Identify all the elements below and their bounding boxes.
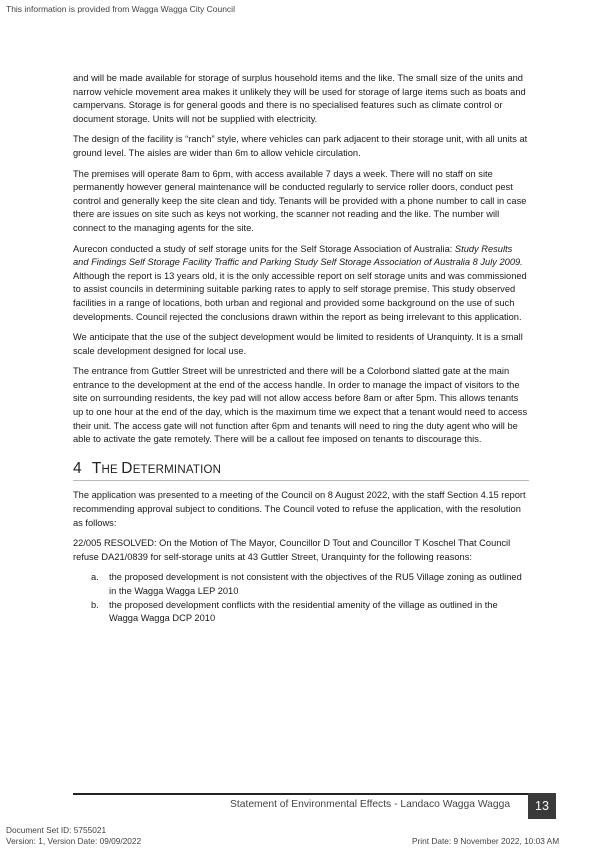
section-number: 4	[73, 459, 82, 477]
heading-cap-d: D	[121, 459, 133, 477]
aurecon-study-title: Study Results and Findings Self Storage Facility Traffic and Parking Study Self Storage Association of Australia 8 July 2009.	[73, 243, 523, 268]
list-item-text: the proposed development conflicts with the residential amenity of the village as outlined in the Wagga Wagga DCP 2010	[109, 599, 498, 624]
aurecon-text-after: Although the report is 13 years old, it is the only accessible report on self storage units and was commissioned to assist councils in determining suitable parking rates to apply to self storage premise. This study observed facilities in a range of locations, both urban and regional and provided some background on the use of such developments. Council rejected the conclusions drawn within the report as being irrelevant to this application.	[73, 270, 527, 322]
paragraph-aurecon-study	[73, 243, 529, 325]
paragraph-entrance-gate: The entrance from Guttler Street will be unrestricted and there will be a Colorbond slatted gate at the main entrance to the development at the end of the access handle. In order to manage the impact of visitors to the site on surrounding residents, the key pad will not allow access before 8am or after 5pm. This allows tenants up to one hour at the end of the day, which is the maximum time we expect that a tenant would need to access their unit. The access gate will not function after 6pm and tenants will need to ring the duty agent who will be able to activate the gate remotely. There will be a callout fee imposed on tenants to discourage this.	[73, 366, 528, 445]
paragraph-operating-hours: The premises will operate 8am to 6pm, with access available 7 days a week. There will no staff on site permanently however general maintenance will be conducted regularly to service roller doors, conduct pest control and generally keep the site clean and tidy. Tenants will be provided with a phone number to call in case there are issues on site such as keys not working, the scanner not reading and the like. The number will connect to the managing agents for the site.	[73, 168, 527, 233]
document-set-id: Document Set ID: 5755021	[6, 825, 107, 835]
paragraph-resolution: 22/005 RESOLVED: On the Motion of The Mayor, Councillor D Tout and Councillor T Koschel That Council refuse DA21/0839 for self-storage units at 43 Guttler Street, Uranquinty for the following reasons:	[73, 538, 511, 562]
section-heading-determination	[73, 459, 529, 482]
list-item	[73, 599, 529, 626]
heading-cap-t: T	[91, 459, 102, 477]
paragraph-ranch-design: The design of the facility is “ranch” style, where vehicles can park adjacent to their storage unit, with all units at ground level. The aisles are wider than 6m to allow vehicle circulation.	[73, 134, 528, 158]
paragraph-local-use: We anticipate that the use of the subject development would be limited to residents of Uranquinty. It is a small scale development designed for local use.	[73, 332, 523, 356]
paragraph-council-meeting: The application was presented to a meeting of the Council on 8 August 2022, with the staff Section 4.15 report recommending approval subject to conditions. The Council voted to refuse the application, with the resolution as follows:	[73, 490, 526, 528]
refusal-reasons-list	[73, 571, 529, 625]
provided-by-note: This information is provided from Wagga Wagga City Council	[6, 4, 235, 14]
print-date: Print Date: 9 November 2022, 10:03 AM	[412, 836, 560, 846]
list-marker: a.	[91, 572, 99, 583]
heading-rest-etermination: ETERMINATION	[132, 463, 222, 476]
list-item-text: the proposed development is not consistent with the objectives of the RU5 Village zoning as outlined in the Wagga Wagga LEP 2010	[109, 572, 522, 596]
page-body	[73, 72, 529, 626]
heading-rest-he: HE	[101, 463, 122, 476]
footer-document-title: Statement of Environmental Effects - Landaco Wagga Wagga	[230, 799, 511, 810]
list-item	[73, 571, 529, 598]
version-info: Version: 1, Version Date: 09/09/2022	[6, 836, 142, 846]
paragraph-storage-use: and will be made available for storage of surplus household items and the like. The small size of the units and narrow vehicle movement area makes it unlikely they will be used for storage of large items such as boats and campervans. Storage is for general goods and there is no specialised features such as climate control or document storage. Units will not be supplied with electricity.	[73, 73, 526, 124]
aurecon-text-before: Aurecon conducted a study of self storage units for the Self Storage Association of Australia:	[73, 243, 455, 254]
list-marker: b.	[91, 599, 99, 610]
page-number-badge: 13	[528, 793, 556, 819]
footer-divider	[73, 793, 530, 795]
